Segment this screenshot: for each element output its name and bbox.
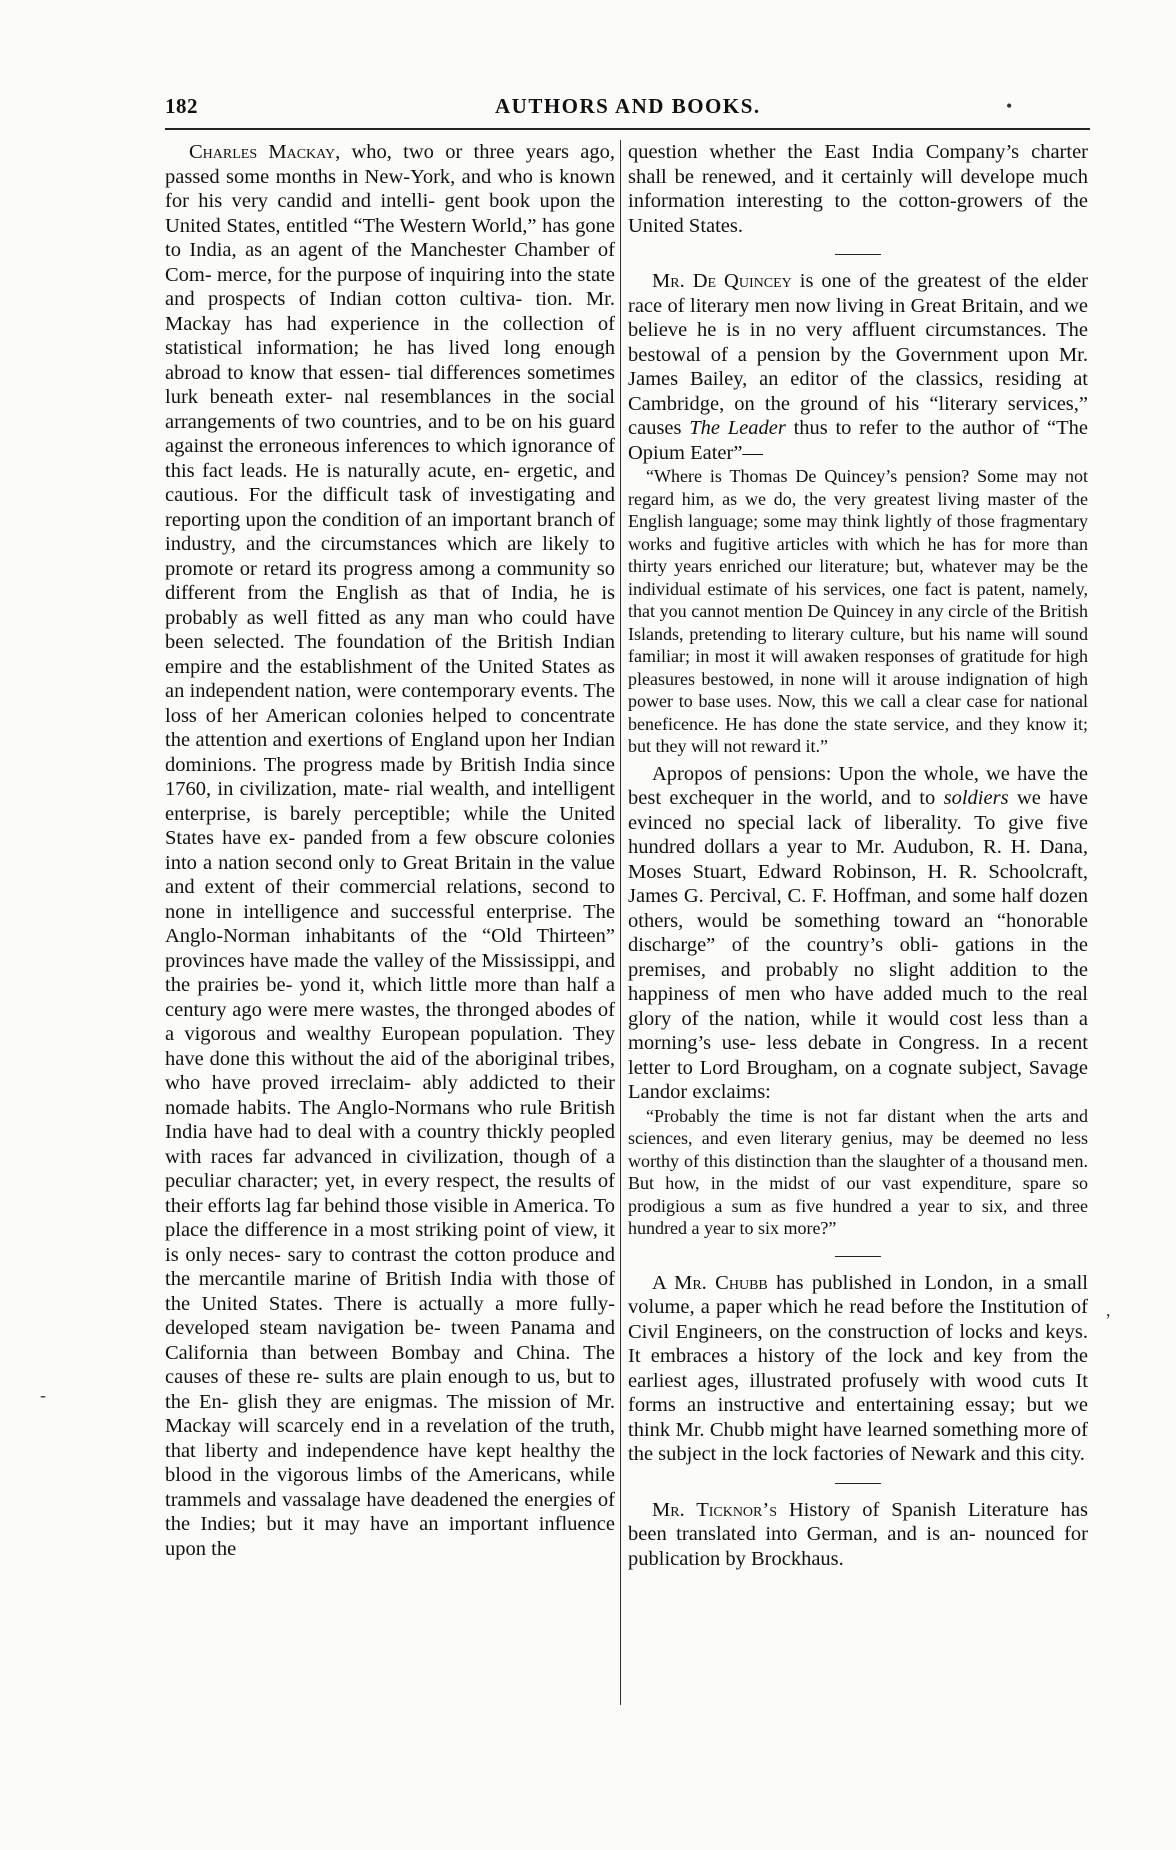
dequincey-paragraph [628,269,1088,465]
page-header [165,92,1090,126]
mackay-continued-paragraph: question whether the East India Company’s charter shall be renewed, and it certainly will develope much information interesting to the cotton-growers of the United States. [628,141,1088,237]
ticknor-paragraph [628,1498,1088,1572]
stray-mark: • [1006,96,1013,116]
dequincey-name: Mr. De Quincey [652,270,792,292]
stray-mark: , [1106,1300,1111,1320]
section-divider [835,254,881,255]
chubb-text: has published in London, in a small volume, a paper which he read before the Institution of Civil Engineers, on the construction of locks and keys. It embraces a history of the lock and key from the earliest ages, illustrated profusely with wood cuts It forms an instructive and entertaining essay; but we think Mr. Chubb might have learned something more of the subject in the lock factories of Newark and this city. [628,1271,1088,1465]
dequincey-quote: “Where is Thomas De Quincey’s pension? Some may not regard him, as we do, the very greatest living master of the English language; some may think lightly of those fragmentary works and fugitive articles with which he has for more than thirty years enriched our literature; but, whatever may be the individual estimate of his services, one fact is patent, namely, that you cannot mention De Quincey in any circle of the British Islands, pretending to literary culture, but his name will sound familiar; in most it will awaken responses of gratitude for high pleasures bestowed, in none will it arouse indignation of high power to base uses. Now, this we call a clear case for national beneficence. He has done the state service, and they know it; but they will not reward it.” [628,466,1088,756]
chubb-paragraph [628,1271,1088,1467]
left-column [165,140,615,1561]
pensions-paragraph [628,762,1088,1105]
section-divider [835,1256,881,1257]
dequincey-text-2: thus to refer to the author of “The Opium Eater”— [628,417,1088,464]
header-rule [165,128,1090,130]
pensions-text-1: Apropos of pensions: Upon the whole, we have the best exchequer in the world, and to [628,762,1088,809]
section-divider [835,1483,881,1484]
stray-mark: - [40,1385,46,1405]
mackay-name: Charles Mackay, [189,141,341,163]
right-column [628,140,1088,1571]
mackay-text: who, two or three years ago, passed some months in New-York, and who is known for his very candid and intelli- gent book upon the United States, entitled “The Western World,” has gone to India, as an agent of the Manchester Chamber of Com- merce, for the purpose of inquiring into the state and prospects of Indian cotton cultiva- tion. Mr. Mackay has had experience in the collection of statistical information; he has lived long enough abroad to know that essen- tial differences sometimes lurk beneath exter- nal resemblances in the social arrangements of two countries, and to be on his guard against the erroneous inferences to which ignorance of this fact leads. He is naturally acute, en- ergetic, and cautious. For the difficult task of investigating and reporting upon the condition of an important branch of industry, and the circumstances which are likely to promote or retard its progress among a community so different from the English as that of India, he is probably as well fitted as any man who could have been selected. The foundation of the British Indian empire and the establishment of the United States as an independent nation, were contemporary events. The loss of her American colonies helped to concentrate the attention and exertions of England upon her Indian dominions. The progress made by British India since 1760, in civilization, mate- rial wealth, and intelligent enterprise, is barely perceptible; while the United States have ex- panded from a few obscure colonies into a nation second only to Great Britain in the value and extent of their commercial relations, second to none in intelligence and successful enterprise. The Anglo-Norman inhabitants of the “Old Thirteen” provinces have made the valley of the Mississippi, and the prairies be- yond it, which little more than half a century ago were mere wastes, the thronged abodes of a vigorous and wealthy European population. They have done this without the aid of the aboriginal tribes, who have proved irreclaim- ably addicted to their nomade habits. The Anglo-Normans who rule British India have had to deal with a country thickly peopled with races far advanced in civilization, though of a peculiar character; yet, in every respect, the results of their efforts lag far behind those visible in America. To place the difference in a most striking point of view, it is only neces- sary to contrast the cotton produce and the mercantile marine of British India with those of the United States. There is actually a more fully-developed steam navigation be- tween Panama and California than between Bombay and China. The causes of these re- sults are plain enough to us, but to the En- glish they are enigmas. The mission of Mr. Mackay will scarcely end in a revelation of the truth, that liberty and independence have kept healthy the blood in the vigorous limbs of the Americans, while trammels and vassalage have deadened the energies of the Indies; but it may have an important influence upon the [165,141,616,1560]
ticknor-name: Mr. Ticknor’s [652,1498,777,1521]
column-divider [620,140,621,1705]
page-number: 182 [165,94,198,118]
soldiers-word: soldiers [943,787,1009,809]
leader-title: The Leader [689,417,786,439]
ticknor-text: History of Spanish Literature has been translated into German, and is an- nounced for publication by Brockhaus. [628,1498,1088,1570]
pensions-text-2: we have evinced no special lack of liberality. To give five hundred dollars a year to Mr. Audubon, R. H. Dana, Moses Stuart, Edward Robinson, H. R. Schoolcraft, James G. Percival, C. F. Hoffman, and some half dozen others, would be something toward an “honorable discharge” of the country’s obli- gations in the premises, and probably no slight addition to the happiness of men who have added much to the real glory of the nation, while it would cost less than a morning’s use- less debate in Congress. In a recent letter to Lord Brougham, on a cognate subject, Savage Landor exclaims: [628,787,1088,1103]
landor-quote: “Probably the time is not far distant when the arts and sciences, and even literary genius, may be deemed no less worthy of this distinction than the slaughter of a thousand men. But how, in the midst of our vast expenditure, spare so prodigious a sum as five hundred a year to six, and three hundred a year to six more?” [628,1105,1088,1238]
running-head: AUTHORS AND BOOKS. [495,94,761,118]
chubb-name: A Mr. Chubb [652,1271,768,1294]
mackay-paragraph [165,140,615,1561]
dequincey-text-1: is one of the greatest of the elder race of literary men now living in Great Britain, and we believe he is in no very affluent circumstances. The bestowal of a pension by the Government upon Mr. James Bailey, an editor of the classics, residing at Cambridge, on the ground of his “literary services,” causes [628,270,1089,439]
